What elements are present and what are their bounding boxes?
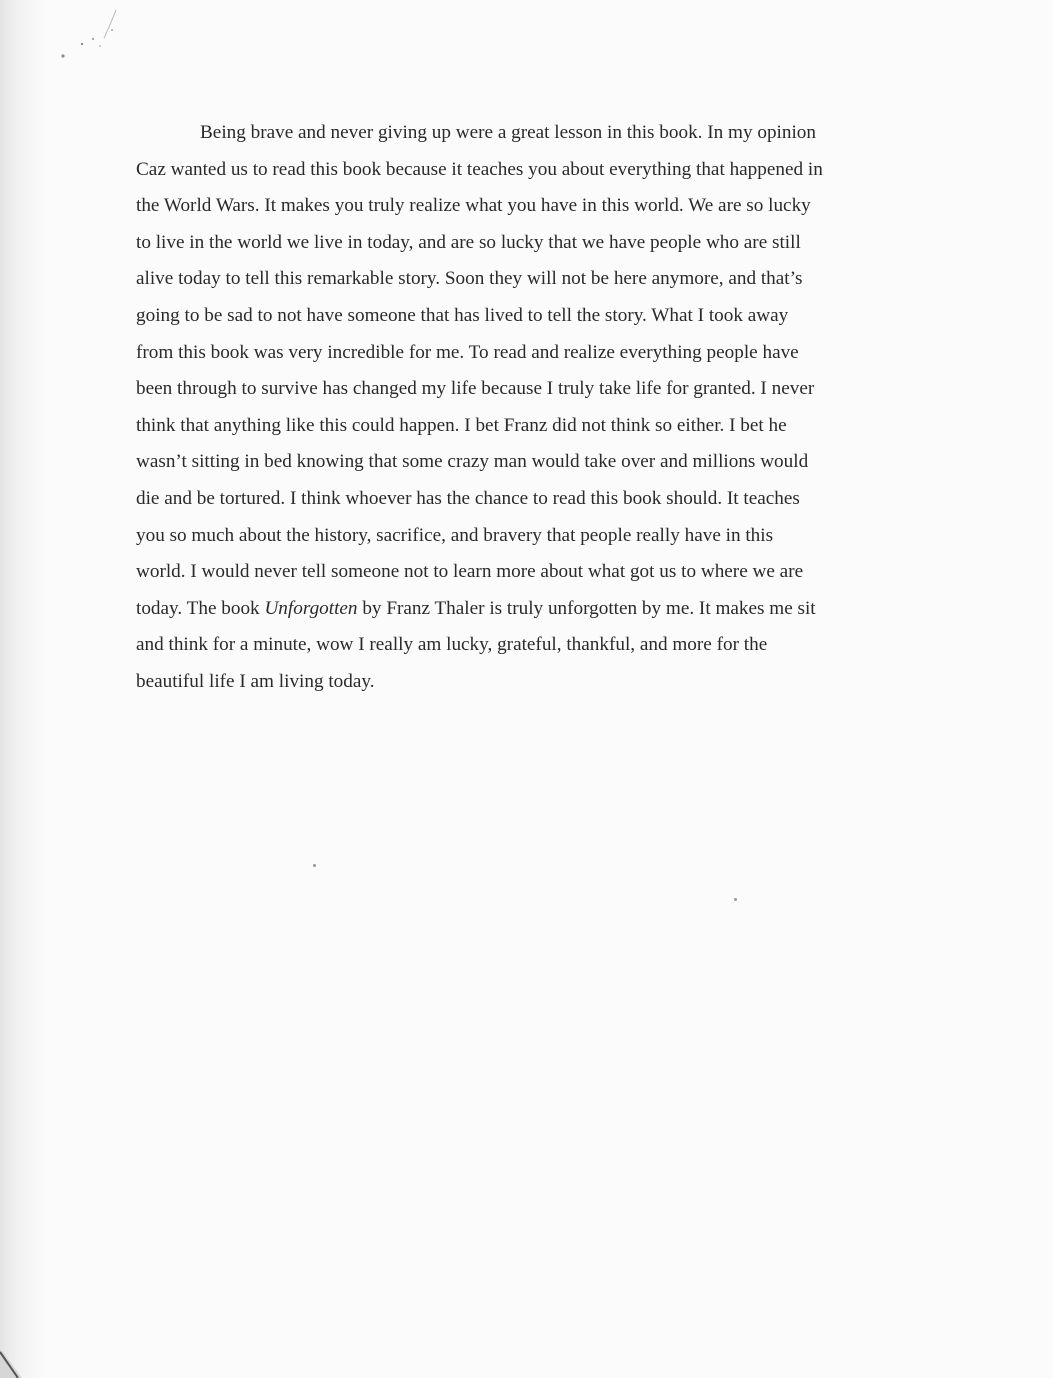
text-line: world. I would never tell someone not to learn more about what got us to where we are bbox=[136, 561, 804, 583]
scan-speck bbox=[313, 864, 316, 867]
text-line: think that anything like this could happen. I bet Franz did not think so either. I bet he bbox=[136, 414, 787, 436]
scan-edge-shadow bbox=[0, 0, 45, 1378]
essay-paragraph bbox=[136, 115, 906, 701]
text-line: die and be tortured. I think whoever has the chance to read this book should. It teaches bbox=[136, 487, 800, 509]
text-line: from this book was very incredible for me. To read and realize everything people have bbox=[136, 341, 799, 363]
text-segment: today. The book bbox=[136, 597, 265, 619]
text-line: beautiful life I am living today. bbox=[136, 670, 375, 692]
pencil-mark-icon bbox=[60, 8, 120, 63]
text-line: been through to survive has changed my life because I truly take life for granted. I never bbox=[136, 378, 815, 400]
text-line: going to be sad to not have someone that has lived to tell the story. What I took away bbox=[136, 304, 789, 326]
text-line: alive today to tell this remarkable story. Soon they will not be here anymore, and that’s bbox=[136, 268, 803, 290]
text-line: and think for a minute, wow I really am lucky, grateful, thankful, and more for the bbox=[136, 634, 768, 656]
scan-corner-artifact bbox=[0, 1318, 40, 1378]
text-line: you so much about the history, sacrifice, and bravery that people really have in this bbox=[136, 524, 774, 546]
scan-speck bbox=[734, 898, 737, 901]
text-line: to live in the world we live in today, and are so lucky that we have people who are still bbox=[136, 231, 801, 253]
text-line: wasn’t sitting in bed knowing that some crazy man would take over and millions would bbox=[136, 451, 809, 473]
text-line: the World Wars. It makes you truly realize what you have in this world. We are so lucky bbox=[136, 195, 811, 217]
text-line: Being brave and never giving up were a great lesson in this book. In my opinion bbox=[200, 122, 816, 143]
text-line bbox=[136, 591, 906, 628]
text-segment: by Franz Thaler is truly unforgotten by me. It makes me sit bbox=[357, 597, 816, 619]
book-title: Unforgotten bbox=[264, 597, 358, 619]
text-line: Caz wanted us to read this book because it teaches you about everything that happened in bbox=[136, 158, 823, 180]
